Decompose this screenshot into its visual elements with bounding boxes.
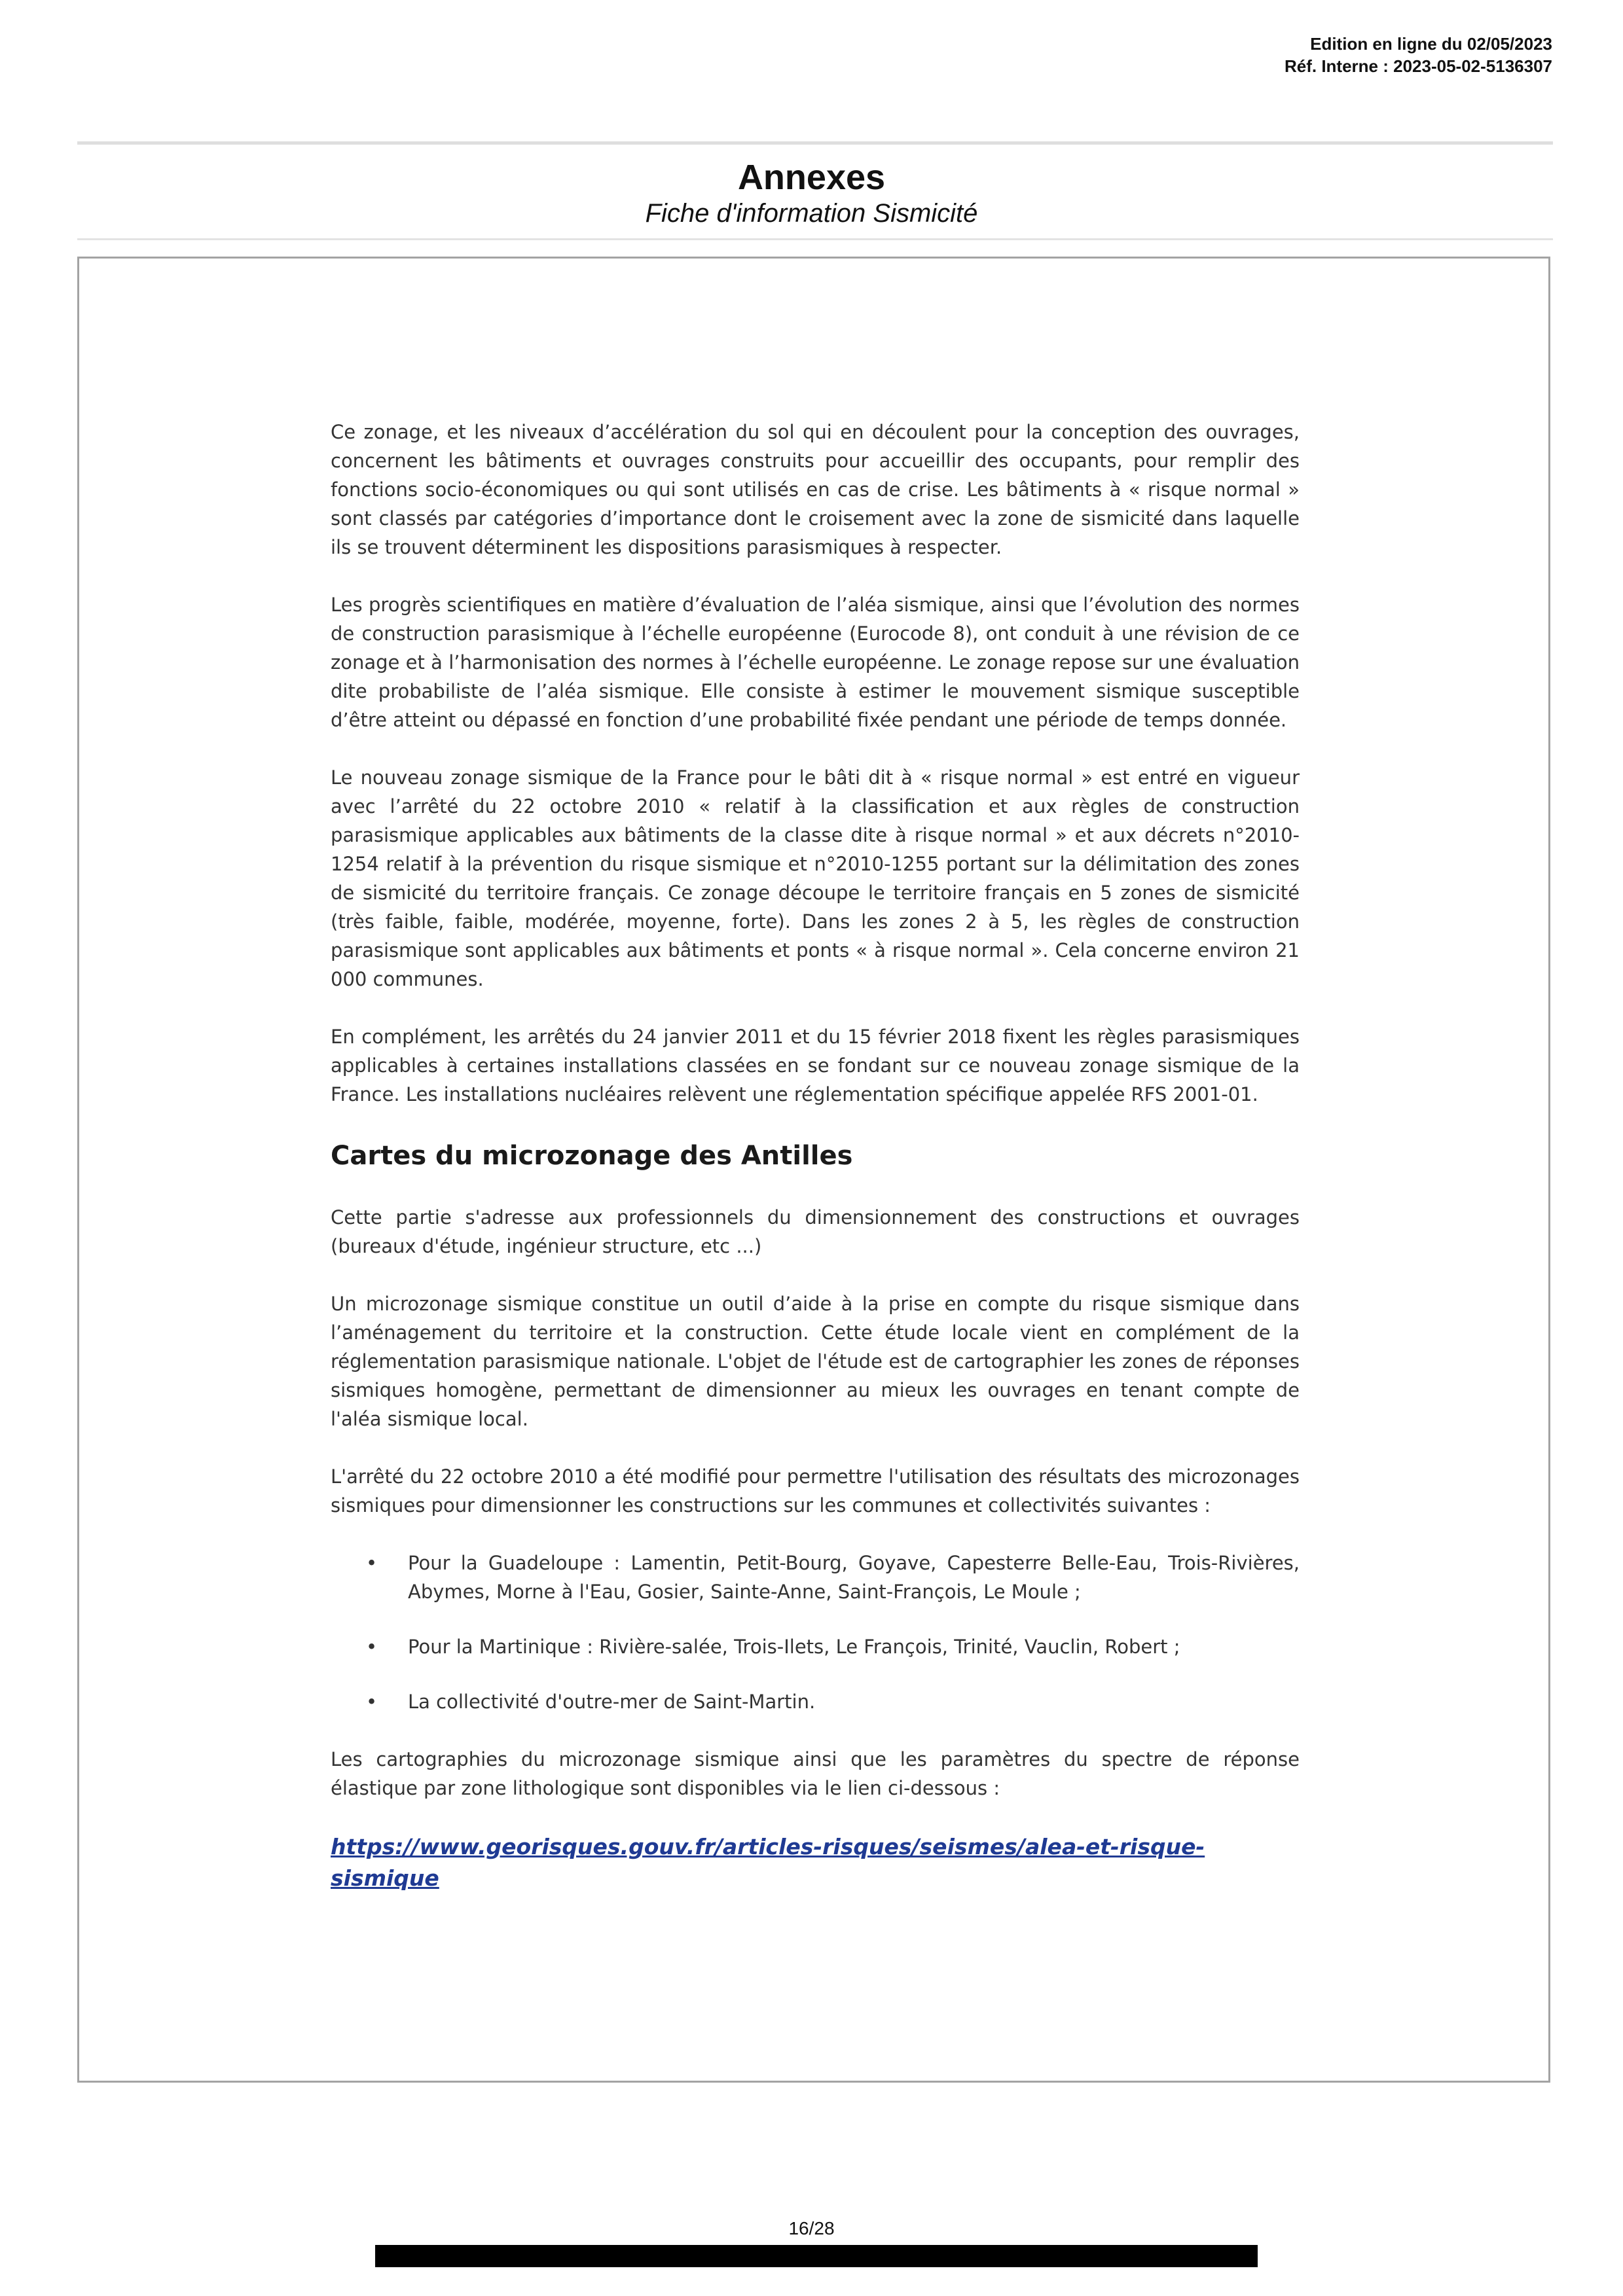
list-item <box>331 1687 1300 1716</box>
header-divider-top <box>77 141 1553 145</box>
list-item-text: Pour la Martinique : Rivière-salée, Trois-Ilets, Le François, Trinité, Vauclin, Robert ; <box>408 1636 1180 1658</box>
edition-date: Edition en ligne du 02/05/2023 <box>1310 34 1552 54</box>
paragraph-microzonage: Un microzonage sismique constitue un outil d’aide à la prise en compte du risque sismique dans l’aménagement du territoire et la construction. Cette étude locale vient en complément de la réglementation parasismique nationale. L'objet de l'étude est de cartographier les zones de réponses sismiques homogène, permettant de dimensionner au mieux les ouvrages en tenant compte de l'aléa sismique local. <box>331 1293 1300 1430</box>
paragraph-audience: Cette partie s'adresse aux professionnels du dimensionnement des constructions et ouvrages (bureaux d'étude, ingénieur structure, etc ...) <box>331 1206 1300 1257</box>
page-subtitle: Fiche d'information Sismicité <box>645 199 978 228</box>
bullet-icon: • <box>366 1636 378 1658</box>
internal-reference: Réf. Interne : 2023-05-02-5136307 <box>1284 56 1552 76</box>
link-paragraph <box>331 1831 1300 1894</box>
list-item-text: Pour la Guadeloupe : Lamentin, Petit-Bourg, Goyave, Capesterre Belle-Eau, Trois-Rivières, Abymes, Morne à l'Eau, Gosier, Sainte-Anne, Saint-François, Le Moule ; <box>408 1552 1300 1603</box>
page-title: Annexes <box>737 158 886 197</box>
list-item <box>331 1632 1300 1661</box>
section-heading-antilles: Cartes du microzonage des Antilles <box>331 1141 853 1171</box>
paragraph-arrete: L'arrêté du 22 octobre 2010 a été modifié pour permettre l'utilisation des résultats des microzonages sismiques pour dimensionner les constructions sur les communes et collectivités suivantes : <box>331 1465 1300 1516</box>
page-number: 16/28 <box>788 2218 835 2238</box>
header-divider-bottom <box>77 238 1553 240</box>
bullet-icon: • <box>366 1552 378 1574</box>
document-body <box>331 418 1300 1923</box>
list-item <box>331 1549 1300 1606</box>
list-item-text: La collectivité d'outre-mer de Saint-Martin. <box>408 1691 816 1713</box>
paragraph-progres: Les progrès scientifiques en matière d’évaluation de l’aléa sismique, ainsi que l’évolution des normes de construction parasismique à l’échelle européenne (Eurocode 8), ont conduit à une révision de ce zonage et à l’harmonisation des normes à l’échelle européenne. Le zonage repose sur une évaluation dite probabiliste de l’aléa sismique. Elle consiste à estimer le mouvement sismique susceptible d’être atteint ou dépassé en fonction d’une probabilité fixée pendant une période de temps donnée. <box>331 594 1300 731</box>
communes-list <box>331 1549 1300 1716</box>
edition-header <box>1285 33 1552 77</box>
paragraph-cartographies: Les cartographies du microzonage sismique ainsi que les paramètres du spectre de réponse élastique par zone lithologique sont disponibles via le lien ci-dessous : <box>331 1748 1300 1799</box>
paragraph-nouveau-zonage: Le nouveau zonage sismique de la France pour le bâti dit à « risque normal » est entré en vigueur avec l’arrêté du 22 octobre 2010 « relatif à la classification et aux règles de construction parasismique applicables aux bâtiments de la classe dite à risque normal » et aux décrets n°2010-1254 relatif à la prévention du risque sismique et n°2010-1255 portant sur la délimitation des zones de sismicité du territoire français. Ce zonage découpe le territoire français en 5 zones de sismicité (très faible, faible, modérée, moyenne, forte). Dans les zones 2 à 5, les règles de construction parasismique sont applicables aux bâtiments et ponts « à risque normal ». Cela concerne environ 21 000 communes. <box>331 766 1300 990</box>
bullet-icon: • <box>366 1691 378 1713</box>
georisques-link[interactable]: https://www.georisques.gouv.fr/articles-risques/seismes/alea-et-risque-sismique <box>331 1834 1205 1891</box>
paragraph-complement: En complément, les arrêtés du 24 janvier 2011 et du 15 février 2018 fixent les règles parasismiques applicables à certaines installations classées en se fondant sur ce nouveau zonage sismique de la France. Les installations nucléaires relèvent une réglementation spécifique appelée RFS 2001-01. <box>331 1026 1300 1105</box>
paragraph-zonage: Ce zonage, et les niveaux d’accélération du sol qui en découlent pour la conception des ouvrages, concernent les bâtiments et ouvrages construits pour accueillir des occupants, pour remplir des fonctions socio-économiques ou qui sont utilisés en cas de crise. Les bâtiments à « risque normal » sont classés par catégories d’importance dont le croisement avec la zone de sismicité dans laquelle ils se trouvent déterminent les dispositions parasismiques à respecter. <box>331 421 1300 558</box>
footer-bar <box>375 2245 1258 2267</box>
